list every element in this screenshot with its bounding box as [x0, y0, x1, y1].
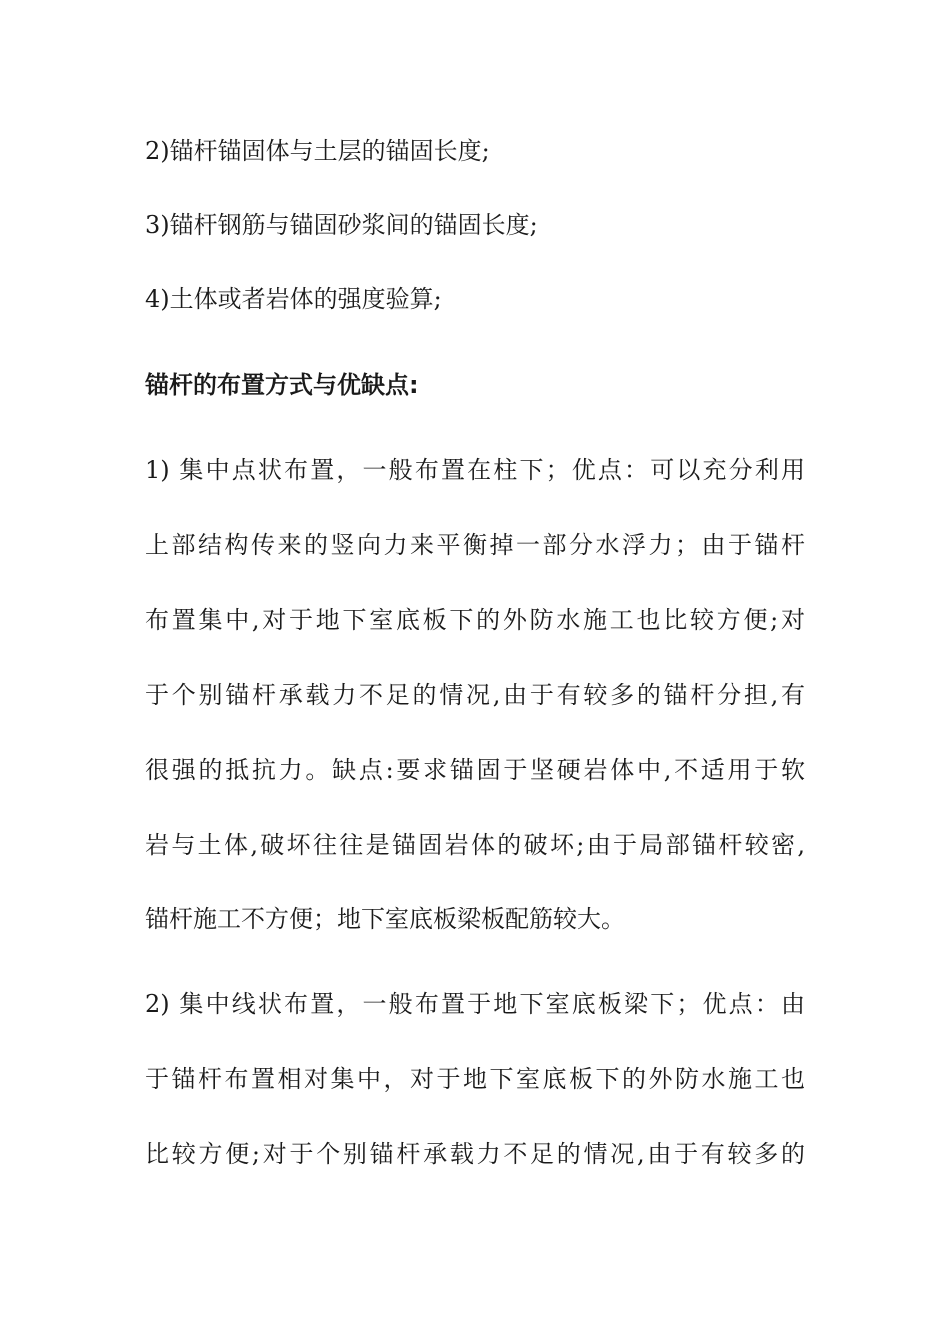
list-item-3: 3)锚杆钢筋与锚固砂浆间的锚固长度;	[145, 211, 538, 239]
paragraph-2-line-3: 比较方便;对于个别锚杆承载力不足的情况,由于有较多的	[145, 1140, 805, 1168]
paragraph-1-line-5: 很强的抵抗力。缺点:要求锚固于坚硬岩体中,不适用于软	[145, 756, 805, 784]
section-heading: 锚杆的布置方式与优缺点:	[145, 371, 419, 399]
list-item-4: 4)土体或者岩体的强度验算;	[145, 285, 442, 313]
paragraph-1-line-6: 岩与土体,破坏往往是锚固岩体的破坏;由于局部锚杆较密,	[145, 831, 805, 859]
paragraph-1-line-3: 布置集中,对于地下室底板下的外防水施工也比较方便;对	[145, 606, 805, 634]
paragraph-1-line-1: 1) 集中点状布置，一般布置在柱下；优点：可以充分利用	[145, 456, 805, 484]
paragraph-2-line-1: 2) 集中线状布置，一般布置于地下室底板梁下；优点：由	[145, 990, 805, 1018]
paragraph-1-line-2: 上部结构传来的竖向力来平衡掉一部分水浮力；由于锚杆	[145, 531, 805, 559]
paragraph-1-line-7: 锚杆施工不方便；地下室底板梁板配筋较大。	[145, 905, 625, 933]
list-item-2: 2)锚杆锚固体与土层的锚固长度;	[145, 137, 490, 165]
paragraph-1-line-4: 于个别锚杆承载力不足的情况,由于有较多的锚杆分担,有	[145, 681, 805, 709]
paragraph-2-line-2: 于锚杆布置相对集中，对于地下室底板下的外防水施工也	[145, 1065, 805, 1093]
